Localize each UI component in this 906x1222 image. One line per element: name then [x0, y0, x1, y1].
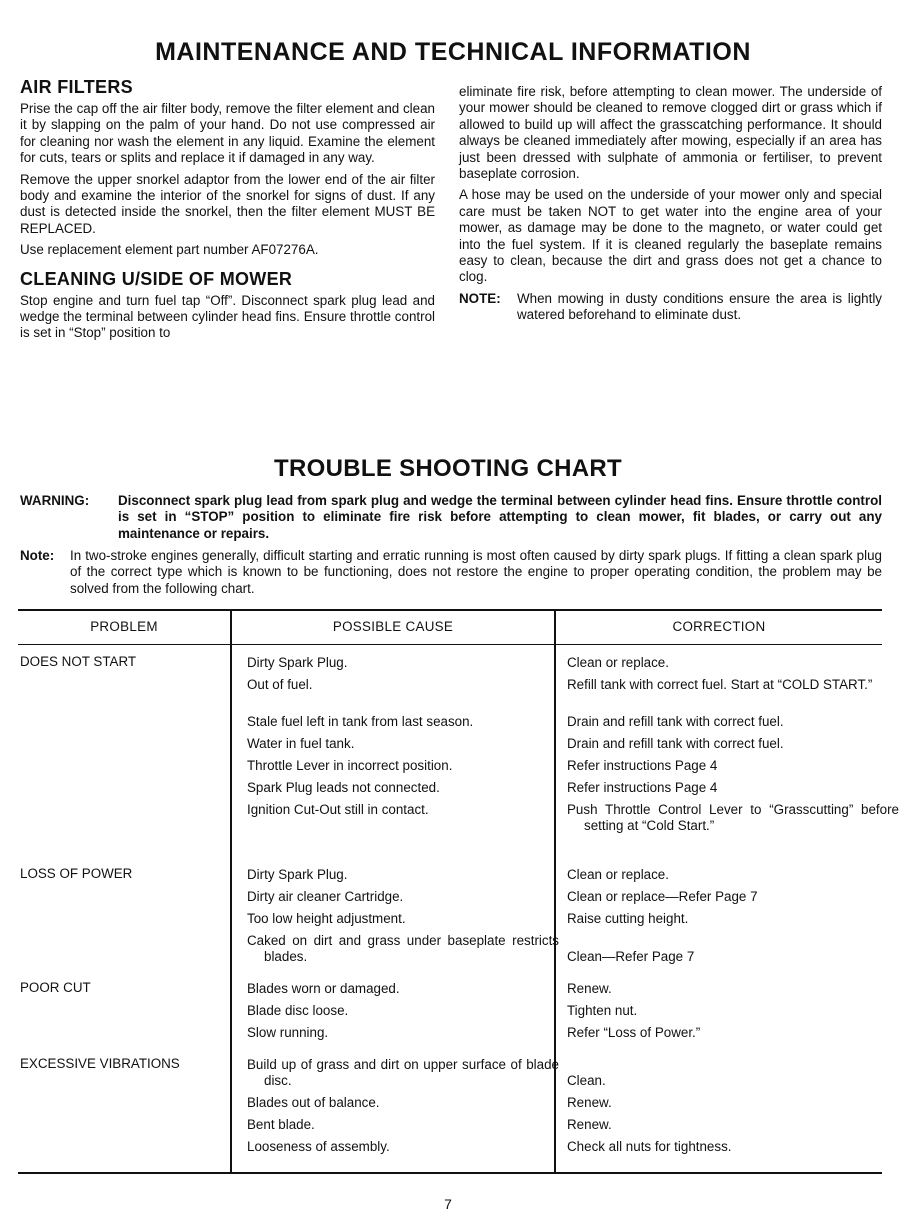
problem-label: EXCESSIVE VIBRATIONS	[20, 1056, 180, 1071]
correction-cell: Renew.	[567, 1117, 612, 1132]
air-filters-heading: AIR FILTERS	[20, 77, 133, 97]
correction-cell: Raise cutting height.	[567, 911, 689, 926]
correction-cell: Drain and refill tank with correct fuel.	[567, 714, 784, 729]
cause-cell: Stale fuel left in tank from last season.	[247, 714, 474, 729]
correction-cell: Clean or replace—Refer Page 7	[567, 889, 758, 904]
correction-cell: Clean—Refer Page 7	[567, 949, 695, 964]
chart-title: TROUBLE SHOOTING CHART	[274, 455, 622, 482]
correction-cell: Clean or replace.	[567, 867, 669, 882]
chart-note-label: Note:	[20, 548, 55, 563]
air-filters-paragraph: Prise the cap off the air filter body, remove the filter element and clean it by slapping on the palm of your hand. Do not use compressed air for cleaning nor wash the element in any liquid. Examine the element for cuts, tears or splits and replace it if damaged in any way.	[20, 101, 435, 166]
correction-cell: Tighten nut.	[567, 1003, 638, 1018]
cause-cell: Blades out of balance.	[247, 1095, 380, 1110]
cause-cell: Dirty Spark Plug.	[247, 655, 348, 670]
cause-cell: Throttle Lever in incorrect position.	[247, 758, 453, 773]
cause-cell: Looseness of assembly.	[247, 1139, 390, 1154]
chart-note-text: In two-stroke engines generally, difficult starting and erratic running is most often caused by dirty spark plugs. If fitting a clean spark plug of the correct type which is known to be functioning, does not restore the engine to proper operating condition, the problem may be solved from the following chart.	[70, 548, 882, 596]
correction-cell: Clean or replace.	[567, 655, 669, 670]
cause-cell: Ignition Cut-Out still in contact.	[247, 802, 429, 817]
air-filters-paragraph: Remove the upper snorkel adaptor from the lower end of the air filter body and examine the interior of the snorkel for signs of dust. If any dust is detected inside the snorkel, then the filter element MUST BE REPLACED.	[20, 171, 435, 236]
cause-cell: Dirty air cleaner Cartridge.	[247, 889, 404, 904]
cause-cell: Caked on dirt and grass under baseplate restricts blades.	[247, 933, 559, 965]
cleaning-heading: CLEANING U/SIDE OF MOWER	[20, 268, 293, 289]
cleaning-note	[459, 291, 882, 324]
cause-cell: Spark Plug leads not connected.	[247, 780, 440, 795]
column-divider	[230, 611, 232, 1172]
cleaning-paragraph: Stop engine and turn fuel tap “Off”. Disconnect spark plug lead and wedge the terminal between cylinder head fins. Ensure throttle control is set in “Stop” position to	[20, 292, 435, 341]
correction-cell: Refill tank with correct fuel. Start at “COLD START.”	[567, 677, 873, 692]
problem-label: POOR CUT	[20, 980, 91, 995]
note-label: NOTE:	[459, 290, 501, 306]
correction-cell: Renew.	[567, 981, 612, 996]
cause-cell: Blades worn or damaged.	[247, 981, 400, 996]
correction-cell: Check all nuts for tightness.	[567, 1139, 732, 1154]
trouble-shooting-table	[18, 609, 899, 1174]
cause-cell: Blade disc loose.	[247, 1003, 349, 1018]
warning-block	[20, 493, 882, 542]
page-number: 7	[444, 1196, 452, 1212]
problem-label: DOES NOT START	[20, 654, 137, 669]
warning-text: Disconnect spark plug lead from spark plug and wedge the terminal between cylinder head fins. Ensure throttle control is set in “STOP” position to eliminate fire risk before attempting to clean mower, fit blades, or carry out any maintenance or repairs.	[118, 493, 882, 541]
header-correction: CORRECTION	[672, 619, 766, 634]
left-column	[20, 76, 435, 347]
air-filters-paragraph: Use replacement element part number AF07276A.	[20, 242, 319, 258]
correction-cell: Push Throttle Control Lever to “Grasscutting” before setting at “Cold Start.”	[567, 802, 899, 834]
chart-note	[20, 548, 882, 597]
cause-cell: Water in fuel tank.	[247, 736, 355, 751]
header-cause: POSSIBLE CAUSE	[332, 619, 454, 634]
correction-cell: Renew.	[567, 1095, 612, 1110]
correction-cell: Clean.	[567, 1073, 606, 1088]
correction-cell: Refer instructions Page 4	[567, 780, 718, 795]
correction-cell: Refer “Loss of Power.”	[567, 1025, 701, 1040]
problem-label: LOSS OF POWER	[20, 866, 133, 881]
cause-cell: Slow running.	[247, 1025, 329, 1040]
warning-label: WARNING:	[20, 493, 90, 508]
correction-cell: Drain and refill tank with correct fuel.	[567, 736, 784, 751]
cause-cell: Dirty Spark Plug.	[247, 867, 348, 882]
page-title: MAINTENANCE AND TECHNICAL INFORMATION	[155, 38, 751, 66]
correction-cell: Refer instructions Page 4	[567, 758, 718, 773]
header-problem: PROBLEM	[90, 619, 158, 634]
note-text: When mowing in dusty conditions ensure the area is lightly watered beforehand to eliminate dust.	[517, 290, 882, 323]
right-column	[459, 84, 882, 324]
cause-cell: Bent blade.	[247, 1117, 315, 1132]
header-divider	[18, 644, 882, 645]
cause-cell: Out of fuel.	[247, 677, 313, 692]
cleaning-paragraph: A hose may be used on the underside of your mower only and special care must be taken NOT to get water into the engine area of your mower, as damage may be done to the magneto, or water could get into the fuel system. If it is cleaned regularly the baseplate remains easy to clean, because the dirt and grass does not get a chance to clog.	[459, 187, 882, 285]
cause-cell: Build up of grass and dirt on upper surface of blade disc.	[247, 1057, 559, 1089]
cause-cell: Too low height adjustment.	[247, 911, 406, 926]
cleaning-paragraph: eliminate fire risk, before attempting to clean mower. The underside of your mower should be cleaned to remove clogged dirt or grass which if allowed to build up will affect the grasscatching performance. It should always be cleaned immediately after mowing, especially if an area has just been dressed with sulphate of ammonia or fertiliser, to prevent baseplate corrosion.	[459, 84, 882, 182]
